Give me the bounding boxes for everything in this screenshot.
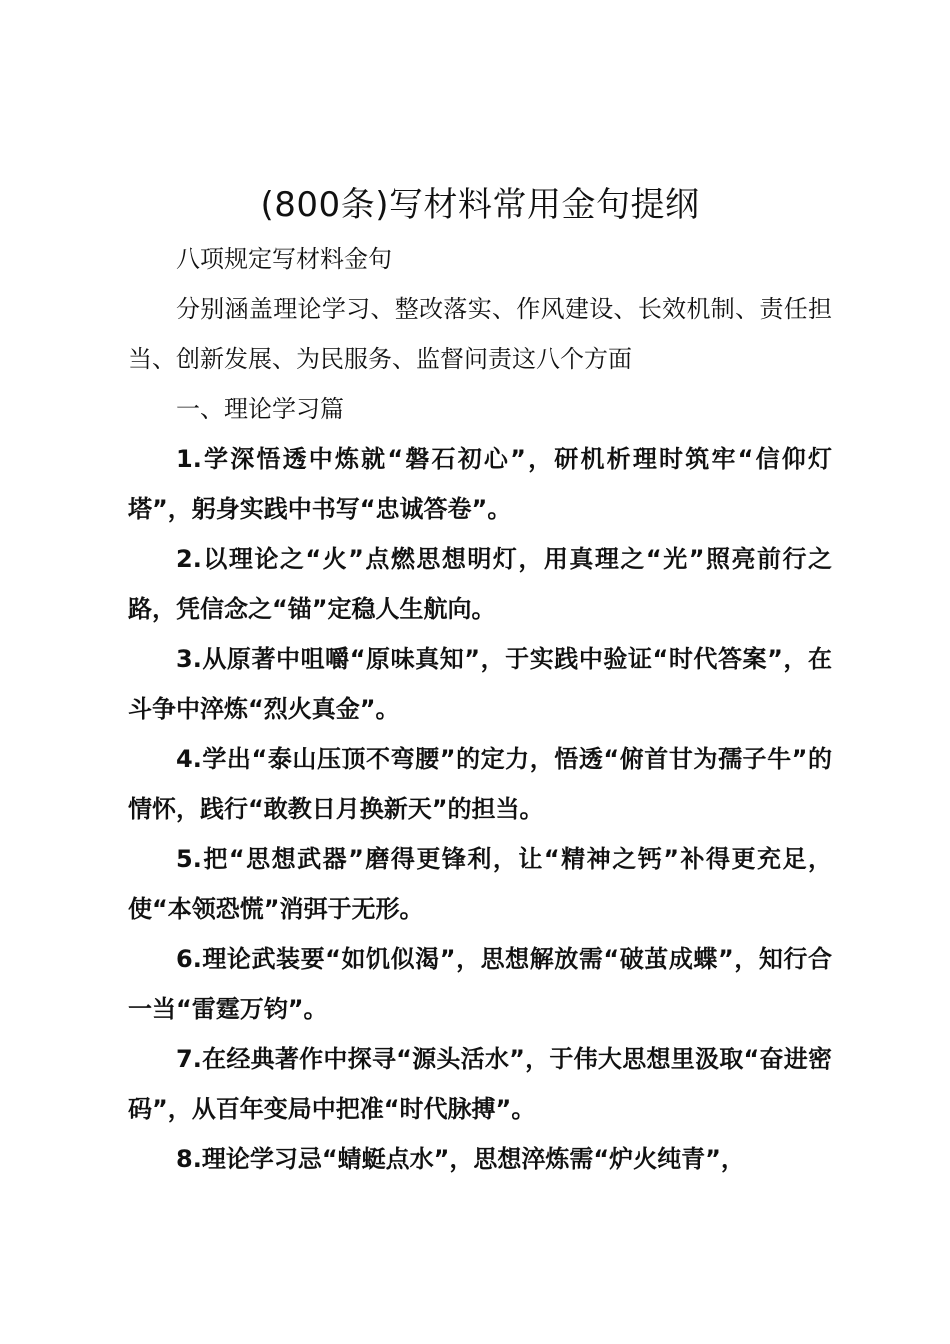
document-title: (800条)写材料常用金句提纲 (260, 185, 700, 225)
intro-paragraph: 分别涵盖理论学习、整改落实、作风建设、长效机制、责任担当、创新发展、为民服务、监督问责这八个方面 (128, 295, 832, 373)
quote-item-8: 8.理论学习忌“蜻蜓点水”，思想淬炼需“炉火纯青”， (176, 1145, 745, 1173)
document-body (128, 182, 832, 1184)
quote-item-1: 1.学深悟透中炼就“磐石初心”，研机析理时筑牢“信仰灯塔”，躬身实践中书写“忠诚答卷”。 (128, 445, 832, 523)
quote-item-4: 4.学出“泰山压顶不弯腰”的定力，悟透“俯首甘为孺子牛”的情怀，践行“敢教日月换新天”的担当。 (128, 745, 832, 823)
quote-item-3: 3.从原著中咀嚼“原味真知”，于实践中验证“时代答案”，在斗争中淬炼“烈火真金”。 (128, 645, 832, 723)
quote-item-7: 7.在经典著作中探寻“源头活水”，于伟大思想里汲取“奋进密码”，从百年变局中把准“时代脉搏”。 (128, 1045, 832, 1123)
quote-item-6: 6.理论武装要“如饥似渴”，思想解放需“破茧成蝶”，知行合一当“雷霆万钧”。 (128, 945, 832, 1023)
quote-item-5: 5.把“思想武器”磨得更锋利，让“精神之钙”补得更充足，使“本领恐慌”消弭于无形。 (128, 845, 832, 923)
section-heading-theory-study: 一、理论学习篇 (176, 395, 344, 423)
section-subtitle: 八项规定写材料金句 (176, 245, 392, 273)
quote-item-2: 2.以理论之“火”点燃思想明灯，用真理之“光”照亮前行之路，凭信念之“锚”定稳人生航向。 (128, 545, 832, 623)
